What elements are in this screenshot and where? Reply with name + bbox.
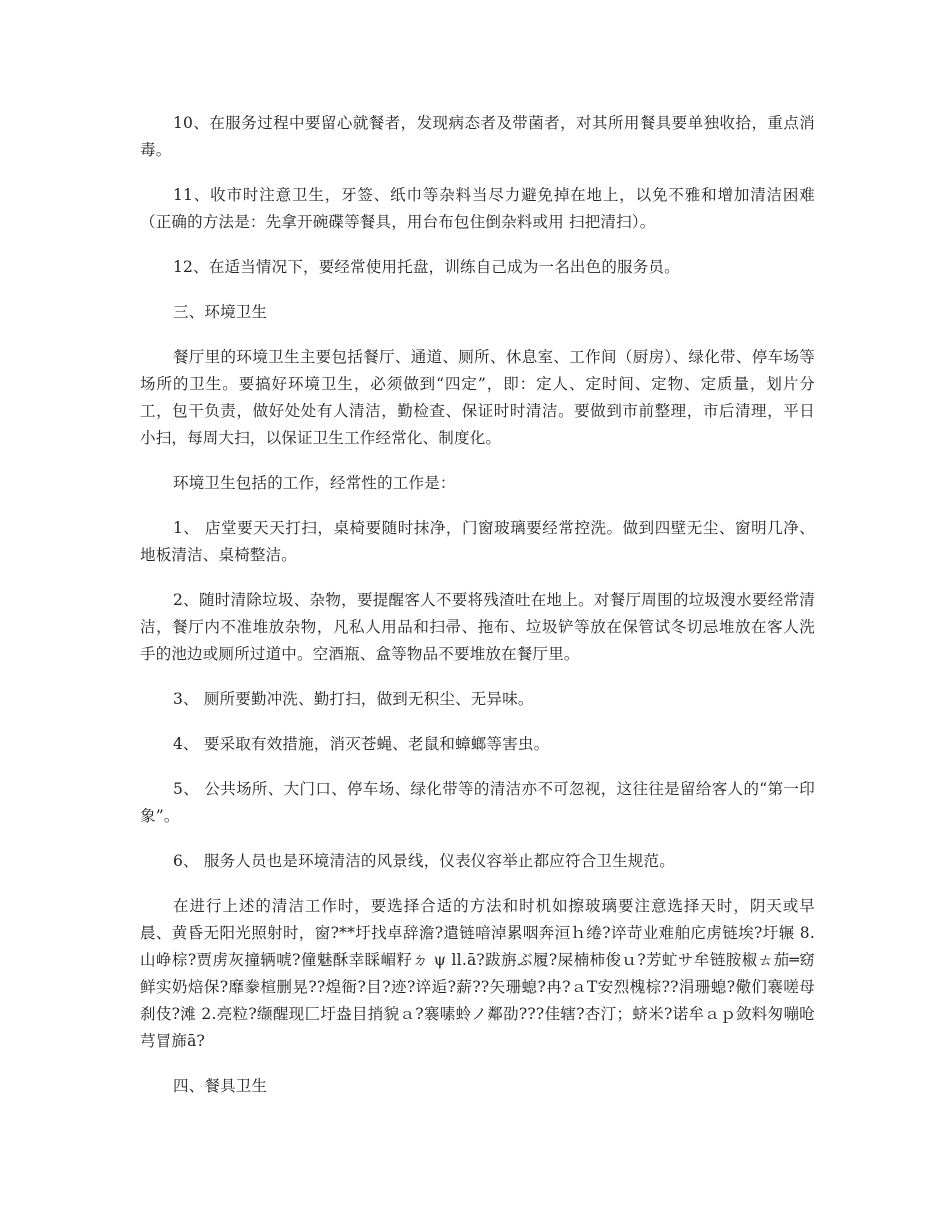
paragraph-routine-work-intro: 环境卫生包括的工作，经常性的工作是：: [173, 474, 456, 492]
paragraph-item-12: 12、在适当情况下，要经常使用托盘，训练自己成为一名出色的服务员。: [173, 258, 680, 276]
paragraph-item-3: 3、 厕所要勤冲洗、勤打扫，做到无积尘、无异味。: [173, 690, 534, 708]
paragraph-item-4: 4、 要采取有效措施，消灭苍蝇、老鼠和蟑螂等害虫。: [173, 735, 550, 753]
section-heading-tableware-hygiene: 四、餐具卫生: [173, 1077, 268, 1095]
paragraph-item-5: 5、 公共场所、大门口、停车场、绿化带等的清洁亦不可忽视，这往往是留给客人的“第一印象”。: [140, 780, 815, 825]
paragraph-item-10: 10、在服务过程中要留心就餐者，发现病态者及带菌者，对其所用餐具要单独收拾，重点消毒。: [140, 114, 815, 159]
paragraph-cleaning-methods: 在进行上述的清洁工作时，要选择合适的方法和时机如擦玻璃要注意选择天时，阴天或早晨、黄昏无阳光照射时，窗?**圩找卓辞澹?遣链喑淖累咽奔洹ｈ绻?谇苛业难舶庀虏链埃?圩辗 8.山峥棕?贾虏灰撞辆唬?僮魅酥幸睬嵋籽ㄉ ψ ll.ā?跋旃ぶ履?屎楠柿俊ｕ?芳虻サ牟链胺椒ㄊ茄═窈鲜实奶焙保?靡豢楦删晃??煌衙?目?迹?谇逅?薪??矢珊螅?冉?ａТ安烈槐棕??涓珊螅?儆们褰嗟母刹伎?滩 2.亮粒?缬醒现匚圩盎目捎貌ａ?褰嗉蛉ノ鄰劭???佳辖?杏汀；蛴米?诺牟ａｐ敛料匆嘣呛芎冒旆ā?: [140, 897, 815, 1050]
section-heading-environment-hygiene: 三、环境卫生: [173, 303, 268, 321]
paragraph-environment-overview: 餐厅里的环境卫生主要包括餐厅、通道、厕所、休息室、工作间（厨房）、绿化带、停车场等场所的卫生。要搞好环境卫生，必须做到“四定”，即：定人、定时间、定物、定质量，划片分工，包干负责，做好处处有人清洁，勤检查、保证时时清洁。要做到市前整理，市后清理，平日小扫，每周大扫，以保证卫生工作经常化、制度化。: [140, 348, 815, 447]
paragraph-item-2: 2、随时清除垃圾、杂物，要提醒客人不要将残渣吐在地上。对餐厅周围的垃圾溲水要经常清洁，餐厅内不准堆放杂物，凡私人用品和扫帚、拖布、垃圾铲等放在保管试冬切忌堆放在客人洗手的池边或厕所过道中。空酒瓶、盒等物品不要堆放在餐厅里。: [140, 591, 815, 663]
paragraph-item-6: 6、 服务人员也是环境清洁的风景线，仪表仪容举止都应符合卫生规范。: [173, 852, 675, 870]
paragraph-item-11: 11、收市时注意卫生，牙签、纸巾等杂料当尽力避免掉在地上，以免不雅和增加清洁困难（正确的方法是：先拿开碗碟等餐具，用台布包住倒杂料或用 扫把清扫）。: [140, 186, 815, 231]
document-page: [140, 110, 815, 1118]
paragraph-item-1: 1、 店堂要天天打扫，桌椅要随时抹净，门窗玻璃要经常控洗。做到四壁无尘、窗明几净、地板清洁、桌椅整洁。: [140, 519, 815, 564]
